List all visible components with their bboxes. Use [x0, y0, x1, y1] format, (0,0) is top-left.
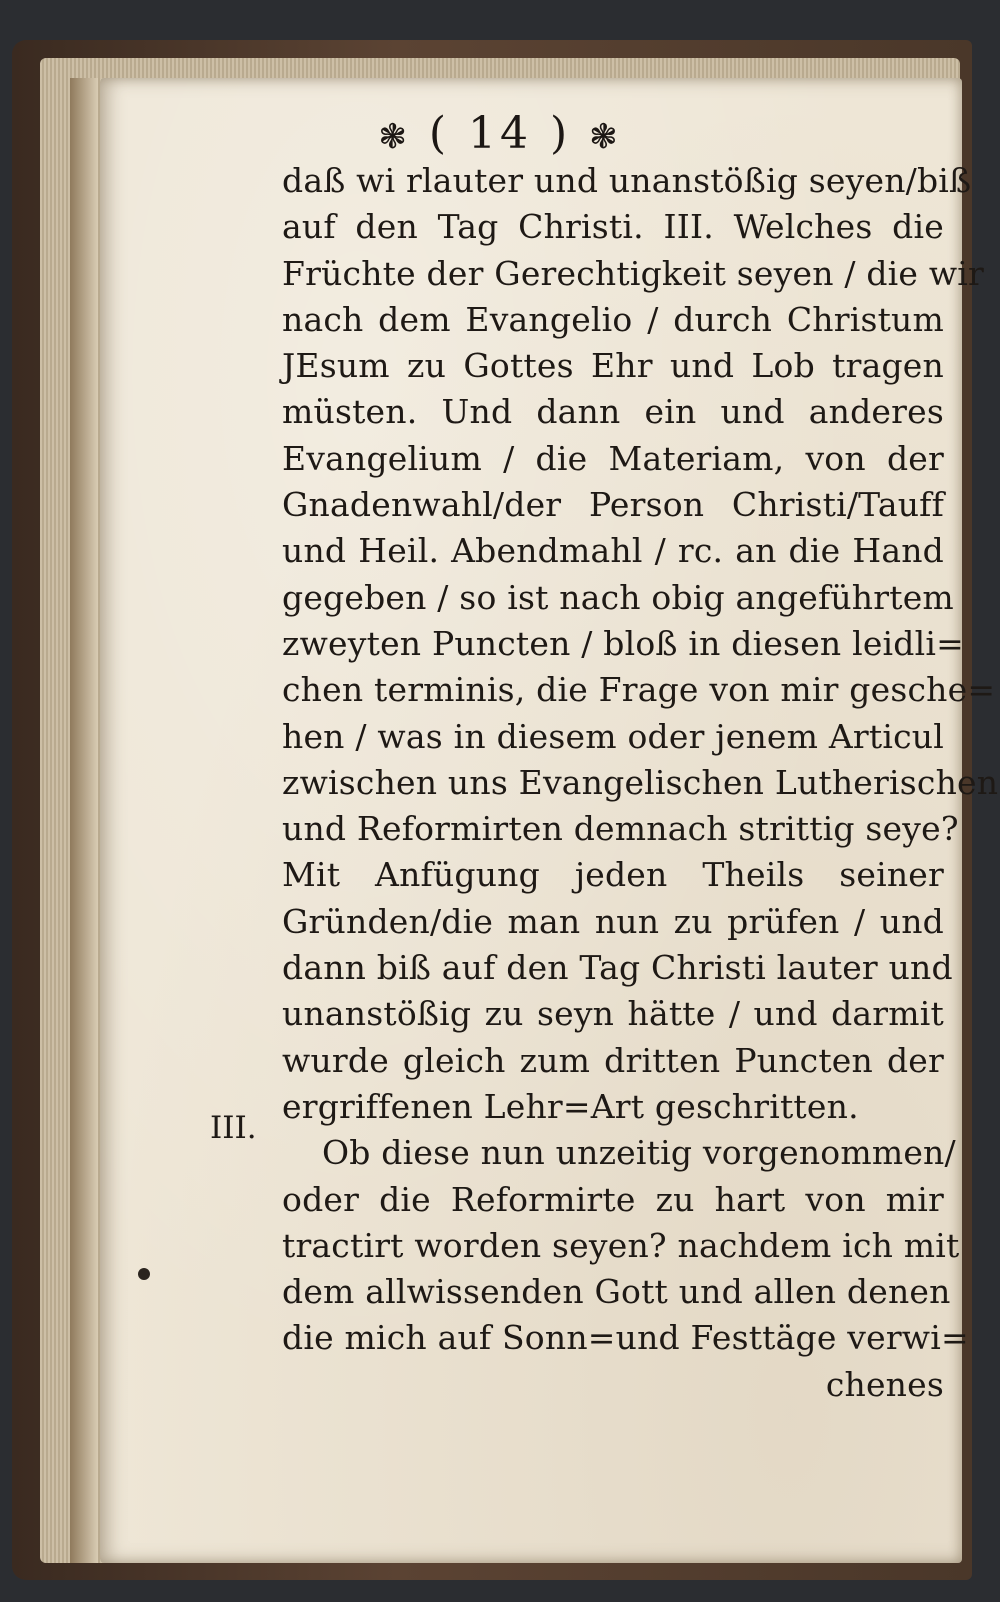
ornament-left-icon: ❃ — [378, 117, 411, 157]
text-line: unanstößig zu seyn hätte / und darmit — [282, 994, 944, 1034]
text-line: dem allwissenden Gott und allen denen — [282, 1272, 951, 1312]
ornament-right-icon: ❃ — [589, 117, 622, 157]
text-line: daß wi rlauter und unanstößig seyen/biß — [282, 161, 972, 200]
margin-dot — [138, 1268, 150, 1280]
book-gutter — [70, 78, 98, 1563]
text-line: ergriffenen Lehr=Art geschritten. — [282, 1086, 859, 1126]
text-line: Gründen/die man nun zu prüfen / und — [282, 901, 944, 941]
text-line: auf den Tag Christi. III. Welches die — [282, 207, 944, 247]
text-line: nach dem Evangelio / durch Christum — [282, 299, 944, 339]
page-header — [0, 108, 1000, 159]
text-line: chen terminis, die Frage von mir gesche= — [282, 670, 996, 710]
text-line: und Reformirten demnach strittig seye? — [282, 809, 959, 849]
text-line: JEsum zu Gottes Ehr und Lob tragen — [282, 346, 944, 386]
page-number: ( 14 ) — [428, 108, 572, 159]
text-line: zwischen uns Evangelischen Lutherischen — [282, 762, 999, 802]
text-line: dann biß auf den Tag Christi lauter und — [282, 948, 953, 988]
text-line: tractirt worden seyen? nachdem ich mit — [282, 1225, 960, 1265]
text-line: Mit Anfügung jeden Theils seiner — [282, 855, 944, 895]
text-line: Früchte der Gerechtigkeit seyen / die wir — [282, 253, 985, 293]
margin-label: III. — [210, 1110, 257, 1146]
body-text — [282, 158, 999, 1408]
text-line: oder die Reformirte zu hart von mir — [282, 1179, 944, 1219]
text-line: die mich auf Sonn=und Festtäge verwi= — [282, 1318, 969, 1358]
text-line: und Heil. Abendmahl / rc. an die Hand — [282, 531, 944, 571]
text-line: Ob diese nun unzeitig vorgenommen/ — [322, 1133, 956, 1173]
text-line: wurde gleich zum dritten Puncten der — [282, 1040, 944, 1080]
text-line: hen / was in diesem oder jenem Articul — [282, 716, 944, 756]
catchword: chenes — [825, 1364, 944, 1404]
text-line: müsten. Und dann ein und anderes — [282, 392, 944, 432]
text-line: gegeben / so ist nach obig angeführtem — [282, 577, 954, 617]
text-line: Gnadenwahl/der Person Christi/Tauff — [282, 485, 944, 525]
text-line: zweyten Puncten / bloß in diesen leidli= — [282, 623, 964, 663]
text-line: Evangelium / die Materiam, von der — [282, 438, 944, 478]
